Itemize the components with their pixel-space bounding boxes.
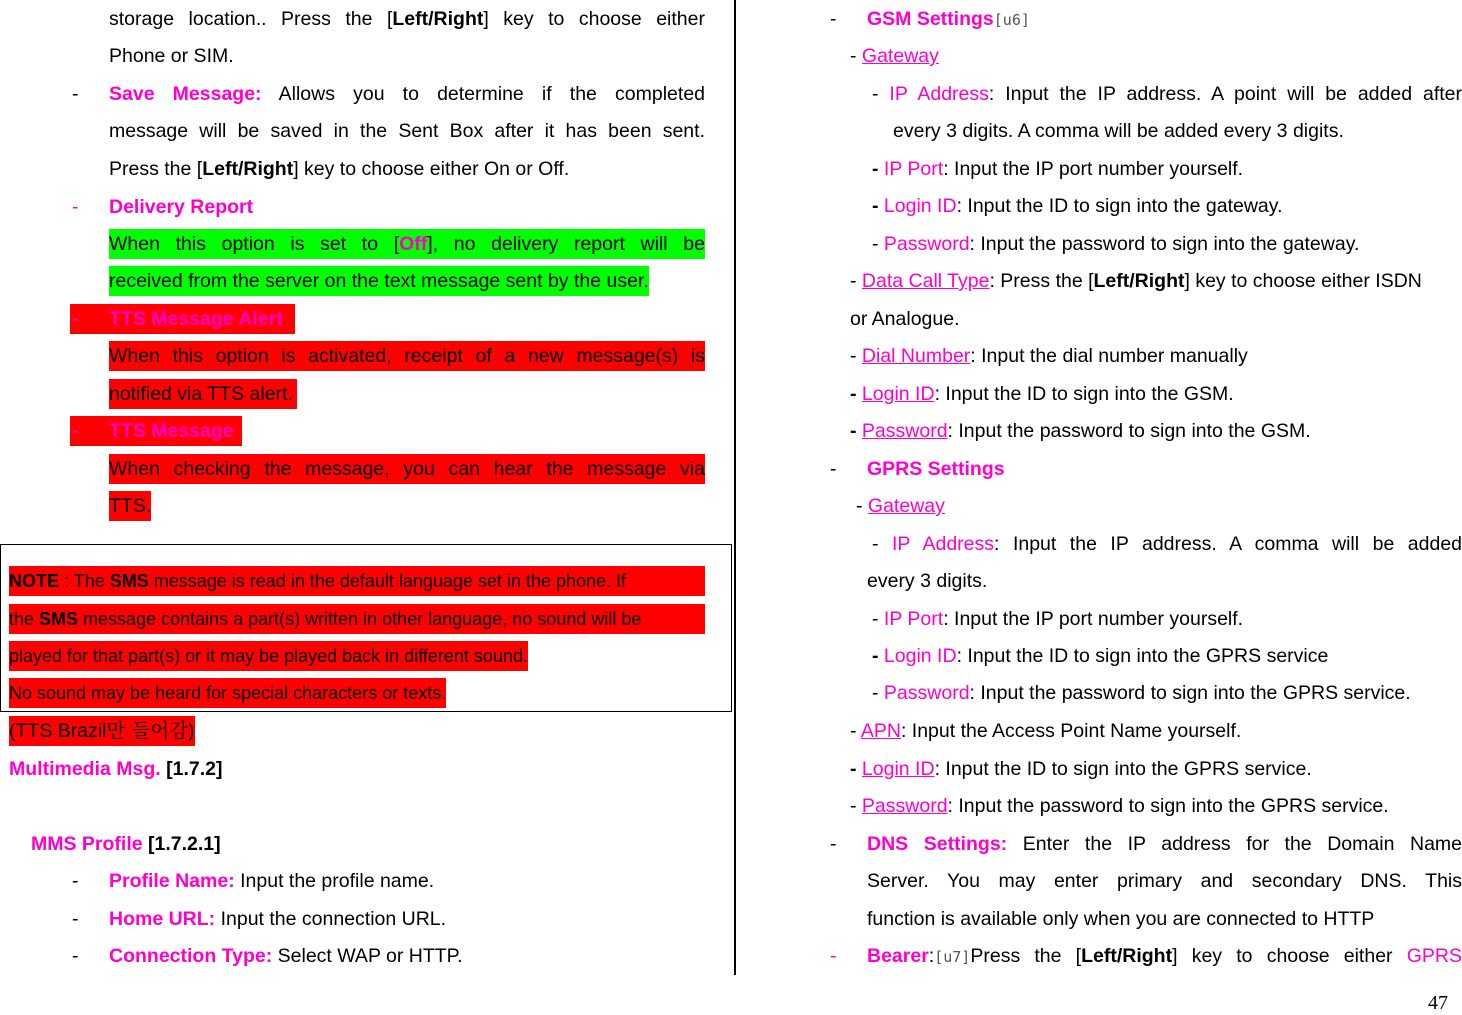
left-column [0,0,736,975]
gprs-password: - Password: Input the password to sign into the GPRS service. [872,682,1411,704]
gsm-password-gsm: - Password: Input the password to sign into the GSM. [850,420,1311,442]
column-divider [734,0,736,975]
bullet-dash: - [72,870,79,892]
dns-line-1: DNS Settings: Enter the IP address for the Domain Name [867,833,1462,855]
gsm-data-call-type: - Data Call Type: Press the [Left/Right] key to choose either ISDN [850,270,1422,292]
gsm-data-call-type-line-2: or Analogue. [850,308,960,330]
bearer-line: Bearer:[u7]Press the [Left/Right] key to choose either GPRS [867,945,1462,967]
gsm-login-id: - Login ID: Input the ID to sign into the gateway. [872,195,1283,217]
right-column [738,0,1462,975]
delivery-report-line-2: received from the server on the text message sent by the user. [109,266,649,296]
note-line-4: No sound may be heard for special characters or texts. [9,678,446,708]
home-url-item: Home URL: Input the connection URL. [109,908,447,930]
gsm-password: - Password: Input the password to sign into the gateway. [872,233,1360,255]
gsm-gateway: - Gateway [850,45,939,67]
note-line-3: played for that part(s) or it may be played back in different sound. [9,641,528,671]
gprs-password-service: - Password: Input the password to sign into the GPRS service. [850,795,1389,817]
storage-line-1: storage location.. Press the [Left/Right] key to choose either [109,8,705,30]
gsm-login-id-gsm: - Login ID: Input the ID to sign into the GSM. [850,383,1234,405]
gprs-ip-port: - IP Port: Input the IP port number yourself. [872,608,1244,630]
bullet-dash: - [72,196,79,218]
gprs-settings-heading: GPRS Settings [867,458,1005,480]
gsm-ip-line-1: - IP Address: Input the IP address. A point will be added after [872,83,1462,105]
gprs-apn: - APN: Input the Access Point Name yourself. [850,720,1242,742]
connection-type-item: Connection Type: Select WAP or HTTP. [109,945,463,967]
profile-name-item: Profile Name: Input the profile name. [109,870,435,892]
note-line-2: the SMS message contains a part(s) written in other language, no sound will be [9,604,705,634]
tts-message-line-2: TTS. [109,491,151,521]
save-message-line-2: message will be saved in the Sent Box after it has been sent. [109,120,705,142]
tts-brazil-note: (TTS Brazil만 들어감) [9,716,195,746]
tts-alert-line-2: notified via TTS alert. [109,379,297,409]
bullet-dash: - [72,83,79,105]
delivery-report-line-1: When this option is set to [Off], no delivery report will be [109,229,705,259]
multimedia-heading: Multimedia Msg. [1.7.2] [9,758,223,780]
tts-alert-line-1: When this option is activated, receipt of a new message(s) is [109,341,705,371]
save-message-line-1: Save Message: Allows you to determine if the completed [109,83,706,105]
gprs-ip-line-2: every 3 digits. [867,570,988,592]
gsm-ip-port: - IP Port: Input the IP port number yourself. [872,158,1244,180]
tts-message-line-1: When checking the message, you can hear the message via [109,454,705,484]
gprs-login-id-service: - Login ID: Input the ID to sign into the GPRS service. [850,758,1312,780]
gsm-settings-heading: GSM Settings[u6] [867,8,1030,30]
bullet-dash: - [830,458,837,480]
bullet-dash: - [72,945,79,967]
bullet-dash: - [72,908,79,930]
gprs-ip-line-1: - IP Address: Input the IP address. A comma will be added [872,533,1462,555]
tts-message-heading: - TTS Message [70,416,242,446]
bullet-dash: - [830,8,837,30]
dns-line-3: function is available only when you are connected to HTTP [867,908,1375,930]
gprs-login-id: - Login ID: Input the ID to sign into the GPRS service [872,645,1329,667]
tts-alert-heading: - TTS Message Alert [70,304,295,334]
storage-line-2: Phone or SIM. [109,45,234,67]
page-number: 47 [1428,992,1448,1014]
gprs-gateway: - Gateway [856,495,945,517]
save-message-line-3: Press the [Left/Right] key to choose either On or Off. [109,158,570,180]
mms-profile-heading: MMS Profile [1.7.2.1] [31,833,221,855]
gsm-dial-number: - Dial Number: Input the dial number manually [850,345,1248,367]
delivery-report-title: Delivery Report [109,196,254,218]
bullet-dash: - [830,945,837,967]
gsm-ip-line-2: every 3 digits. A comma will be added every 3 digits. [893,120,1344,142]
note-line-1: NOTE : The SMS message is read in the default language set in the phone. If [9,566,705,596]
bullet-dash: - [830,833,837,855]
dns-line-2: Server. You may enter primary and secondary DNS. This [867,870,1462,892]
